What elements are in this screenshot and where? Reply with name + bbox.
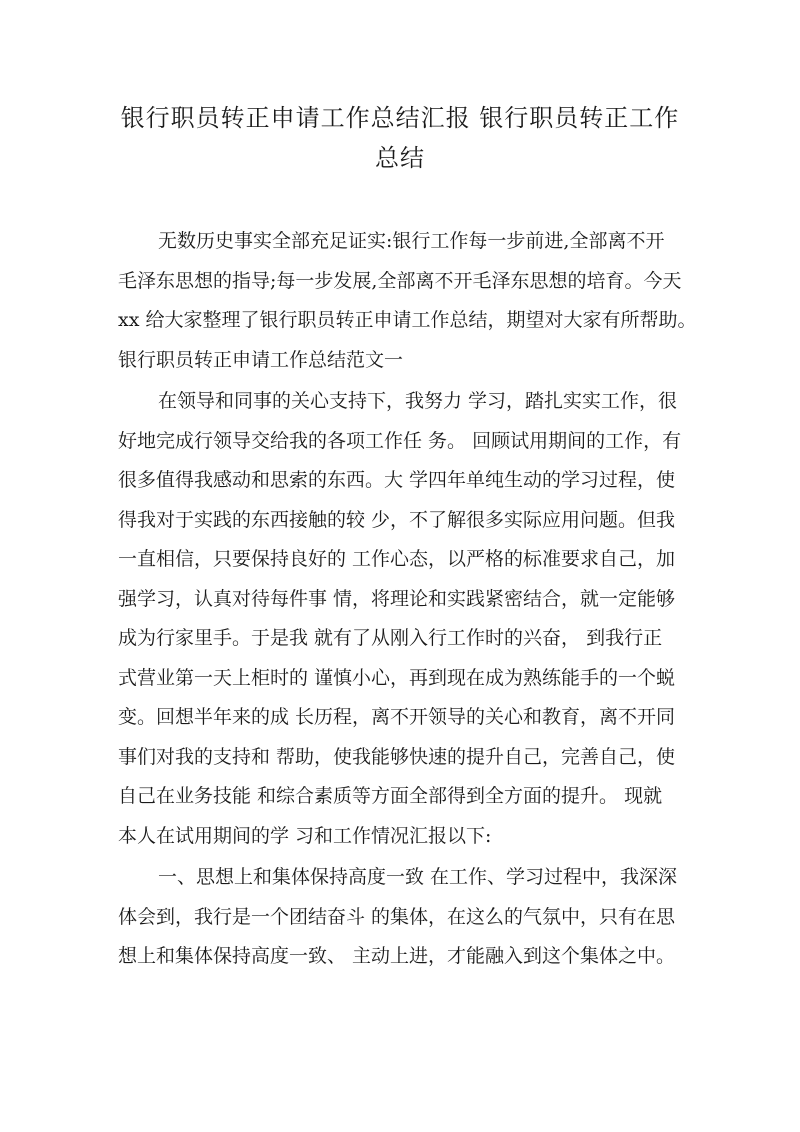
text-line: 毛泽东思想的指导;每一步发展,全部离不开毛泽东思想的培育。今天: [118, 269, 682, 292]
text-line: 本人在试用期间的学 习和工作情况汇报以下:: [118, 824, 492, 847]
text-line: 想上和集体保持高度一致、 主动上进，才能融入到这个集体之中。: [118, 945, 676, 967]
text-line: 很多值得我感动和思索的东西。大 学四年单纯生动的学习过程，使: [118, 469, 676, 491]
title-line: 银行职员转正申请工作总结汇报 银行职员转正工作: [120, 104, 680, 132]
text-line: 在领导和同事的关心支持下，我努力 学习，踏扎实实工作，很: [158, 390, 678, 412]
text-line: 自己在业务技能 和综合素质等方面全部得到全方面的提升。 现就: [118, 785, 663, 807]
text-line: 银行职员转正申请工作总结范文一: [118, 348, 404, 371]
title-line: 总结: [375, 144, 425, 172]
text-line: 强学习，认真对待每件事 情，将理论和实践紧密结合，就一定能够: [118, 587, 676, 610]
text-line: 无数历史事实全部充足证实:银行工作每一步前进,全部离不开: [158, 230, 665, 252]
document-body: [118, 222, 698, 977]
text-line: 得我对于实践的东西接触的较 少，不了解很多实际应用问题。但我: [118, 508, 676, 531]
text-line: xx 给大家整理了银行职员转正申请工作总结，期望对大家有所帮助。: [118, 309, 697, 331]
document-title: [110, 98, 690, 178]
paragraph-intro: [118, 222, 698, 380]
text-line: 式营业第一天上柜时的 谨慎小心，再到现在成为熟练能手的一个蜕: [118, 666, 676, 689]
text-line: 好地完成行领导交给我的各项工作任 务。 回顾试用期间的工作，有: [118, 429, 682, 452]
text-line: 事们对我的支持和 帮助，使我能够快速的提升自己，完善自己，使: [118, 745, 676, 768]
text-line: 一直相信，只要保持良好的 工作心态，以严格的标准要求自己，加: [118, 548, 676, 570]
text-line: 一、思想上和集体保持高度一致 在工作、学习过程中，我深深: [158, 866, 678, 888]
text-line: 体会到，我行是一个团结奋斗 的集体，在这么的气氛中，只有在思: [118, 905, 676, 928]
text-line: 成为行家里手。于是我 就有了从刚入行工作时的兴奋， 到我行正: [118, 627, 663, 649]
paragraph-section-one: [118, 858, 698, 977]
paragraph-main: [118, 382, 698, 856]
text-line: 变。回想半年来的成 长历程，离不开领导的关心和教育，离不开同: [118, 706, 676, 728]
